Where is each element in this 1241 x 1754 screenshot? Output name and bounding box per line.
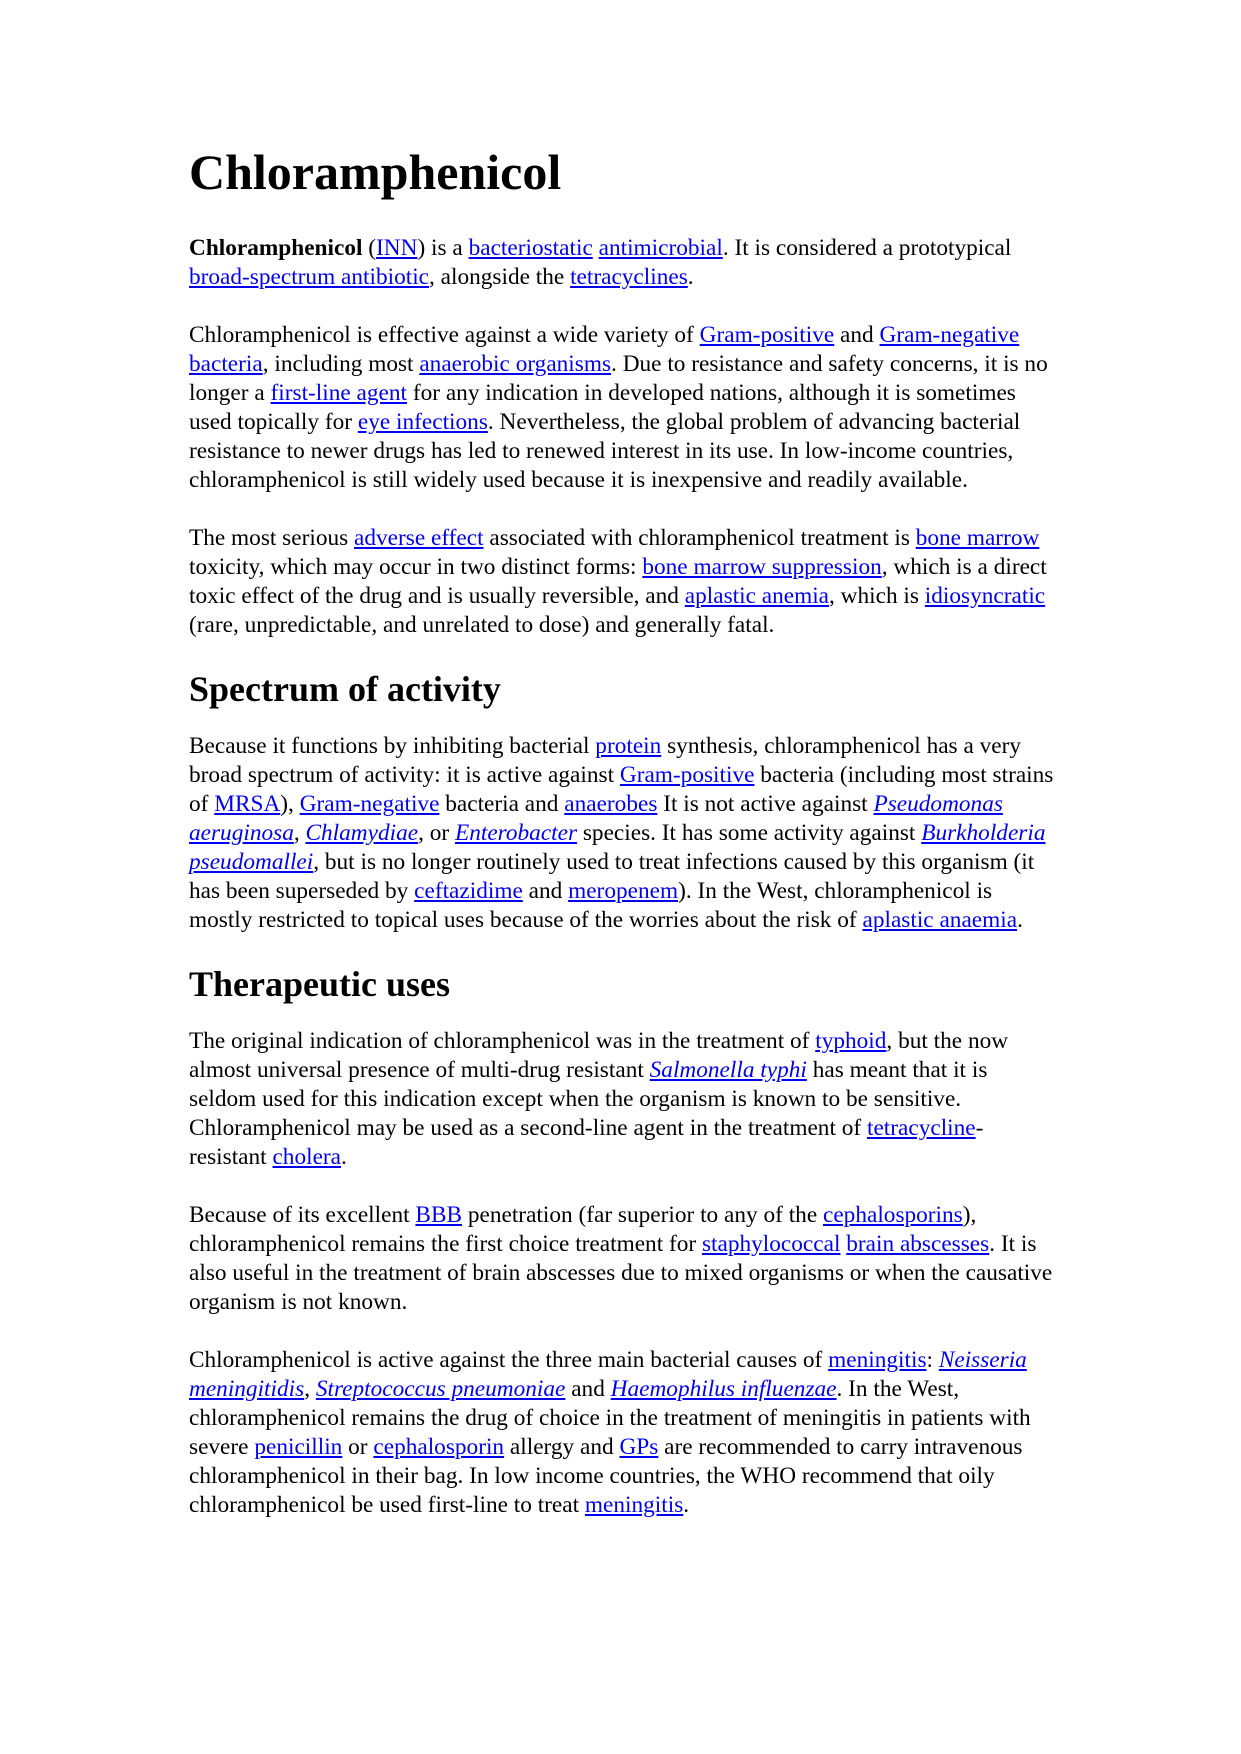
link-gram-positive[interactable]: Gram-positive	[619, 762, 755, 788]
link-bone-marrow-suppression[interactable]: bone marrow suppression	[642, 554, 882, 580]
link-anaerobic-organisms[interactable]: anaerobic organisms	[419, 351, 612, 377]
link-typhoid[interactable]: typhoid	[815, 1028, 887, 1054]
link-gram-negative[interactable]: Gram-negative	[879, 322, 1020, 348]
link-meningitis[interactable]: meningitis	[584, 1492, 684, 1518]
link-gps[interactable]: GPs	[619, 1434, 659, 1460]
intro-paragraph-2: Chloramphenicol is effective against a wide variety of Gram-positive and Gram-negative bacteria, including most anaerobic organisms. Due to resistance and safety concerns, it is no longer a first-line agent for any indication in developed nations, although it is sometimes used topically for eye infections. Nevertheless, the global problem of advancing bacterial resistance to newer drugs has led to renewed interest in its use. In low-income countries, chloramphenicol is still widely used because it is inexpensive and readily available.	[189, 322, 1048, 493]
link-anaerobes[interactable]: anaerobes	[564, 791, 658, 817]
link-meropenem[interactable]: meropenem	[568, 878, 679, 904]
link-gram-positive[interactable]: Gram-positive	[699, 322, 835, 348]
link-antimicrobial[interactable]: antimicrobial	[598, 235, 723, 261]
link-staphylococcal[interactable]: staphylococcal	[701, 1231, 841, 1257]
link-enterobacter[interactable]: Enterobacter	[454, 820, 578, 846]
therapeutic-paragraph-3: Chloramphenicol is active against the three main bacterial causes of meningitis: Neisseria meningitidis, Streptococcus pneumoniae and Haemophilus influenzae. In the West, chloramphenicol remains the drug of choice in the treatment of meningitis in patients with severe penicillin or cephalosporin allergy and GPs are recommended to carry intravenous chloramphenicol in their bag. In low income countries, the WHO recommend that oily chloramphenicol be used first-line to treat meningitis.	[189, 1347, 1031, 1518]
link-chlamydiae[interactable]: Chlamydiae	[305, 820, 419, 846]
page-title: Chloramphenicol	[189, 144, 562, 200]
link-tetracyclines[interactable]: tetracyclines	[570, 264, 688, 290]
link-aplastic-anaemia[interactable]: aplastic anaemia	[862, 907, 1018, 933]
link-bacteriostatic[interactable]: bacteriostatic	[468, 235, 593, 261]
link-idiosyncratic[interactable]: idiosyncratic	[924, 583, 1046, 609]
intro-paragraph-1: Chloramphenicol (INN) is a bacteriostatic antimicrobial. It is considered a prototypical broad-spectrum antibiotic, alongside the tetracyclines.	[189, 235, 1012, 290]
link-broad-spectrum-antibiotic[interactable]: broad-spectrum antibiotic	[189, 264, 430, 290]
link-neisseria-meningitidis[interactable]: Neisseria meningitidis	[189, 1347, 1027, 1402]
link-adverse-effect[interactable]: adverse effect	[354, 525, 484, 551]
link-protein[interactable]: protein	[595, 733, 662, 759]
link-burkholderia-pseudomallei[interactable]: Burkholderia pseudomallei	[189, 820, 1046, 875]
link-mrsa[interactable]: MRSA	[214, 791, 281, 817]
link-cephalosporins[interactable]: cephalosporins	[823, 1202, 963, 1228]
link-gram-negative[interactable]: Gram-negative	[299, 791, 440, 817]
link-tetracycline[interactable]: tetracycline	[866, 1115, 976, 1141]
link-bbb[interactable]: BBB	[415, 1202, 463, 1228]
link-cephalosporin[interactable]: cephalosporin	[373, 1434, 505, 1460]
link-aplastic-anemia[interactable]: aplastic anemia	[684, 583, 830, 609]
link-streptococcus-pneumoniae[interactable]: Streptococcus pneumoniae	[315, 1376, 566, 1402]
link-salmonella-typhi[interactable]: Salmonella typhi	[649, 1057, 807, 1083]
section-heading-therapeutic: Therapeutic uses	[189, 964, 450, 1004]
link-eye-infections[interactable]: eye infections	[357, 409, 488, 435]
link-inn[interactable]: INN	[376, 235, 418, 261]
link-bacteria[interactable]: bacteria	[189, 351, 263, 377]
link-first-line-agent[interactable]: first-line agent	[270, 380, 408, 406]
term-bold: Chloramphenicol	[189, 235, 363, 261]
document-page	[189, 144, 1059, 1549]
section-heading-spectrum: Spectrum of activity	[189, 669, 501, 709]
link-bone-marrow[interactable]: bone marrow	[915, 525, 1040, 551]
link-meningitis[interactable]: meningitis	[828, 1347, 927, 1373]
link-penicillin[interactable]: penicillin	[254, 1434, 343, 1460]
therapeutic-paragraph-2: Because of its excellent BBB penetration (far superior to any of the cephalosporins), chloramphenicol remains the first choice treatment for staphylococcal brain abscesses. It is also useful in the treatment of brain abscesses due to mixed organisms or when the causative organism is not known.	[189, 1202, 1053, 1315]
link-pseudomonas-aeruginosa[interactable]: Pseudomonas aeruginosa	[189, 791, 1003, 846]
therapeutic-paragraph-1: The original indication of chloramphenicol was in the treatment of typhoid, but the now almost universal presence of multi-drug resistant Salmonella typhi has meant that it is seldom used for this indication except when the organism is known to be sensitive. Chloramphenicol may be used as a second-line agent in the treatment of tetracycline-resistant cholera.	[189, 1028, 1009, 1170]
link-brain-abscesses[interactable]: brain abscesses	[846, 1231, 990, 1257]
link-ceftazidime[interactable]: ceftazidime	[414, 878, 523, 904]
spectrum-paragraph-1: Because it functions by inhibiting bacterial protein synthesis, chloramphenicol has a very broad spectrum of activity: it is active against Gram-positive bacteria (including most strains of MRSA), Gram-negative bacteria and anaerobes It is not active against Pseudomonas aeruginosa, Chlamydiae, or Enterobacter species. It has some activity against Burkholderia pseudomallei, but is no longer routinely used to treat infections caused by this organism (it has been superseded by ceftazidime and meropenem). In the West, chloramphenicol is mostly restricted to topical uses because of the worries about the risk of aplastic anaemia.	[189, 733, 1054, 933]
link-cholera[interactable]: cholera	[272, 1144, 342, 1170]
link-haemophilus-influenzae[interactable]: Haemophilus influenzae	[610, 1376, 837, 1402]
intro-paragraph-3: The most serious adverse effect associated with chloramphenicol treatment is bone marrow toxicity, which may occur in two distinct forms: bone marrow suppression, which is a direct toxic effect of the drug and is usually reversible, and aplastic anemia, which is idiosyncratic (rare, unpredictable, and unrelated to dose) and generally fatal.	[189, 525, 1047, 638]
